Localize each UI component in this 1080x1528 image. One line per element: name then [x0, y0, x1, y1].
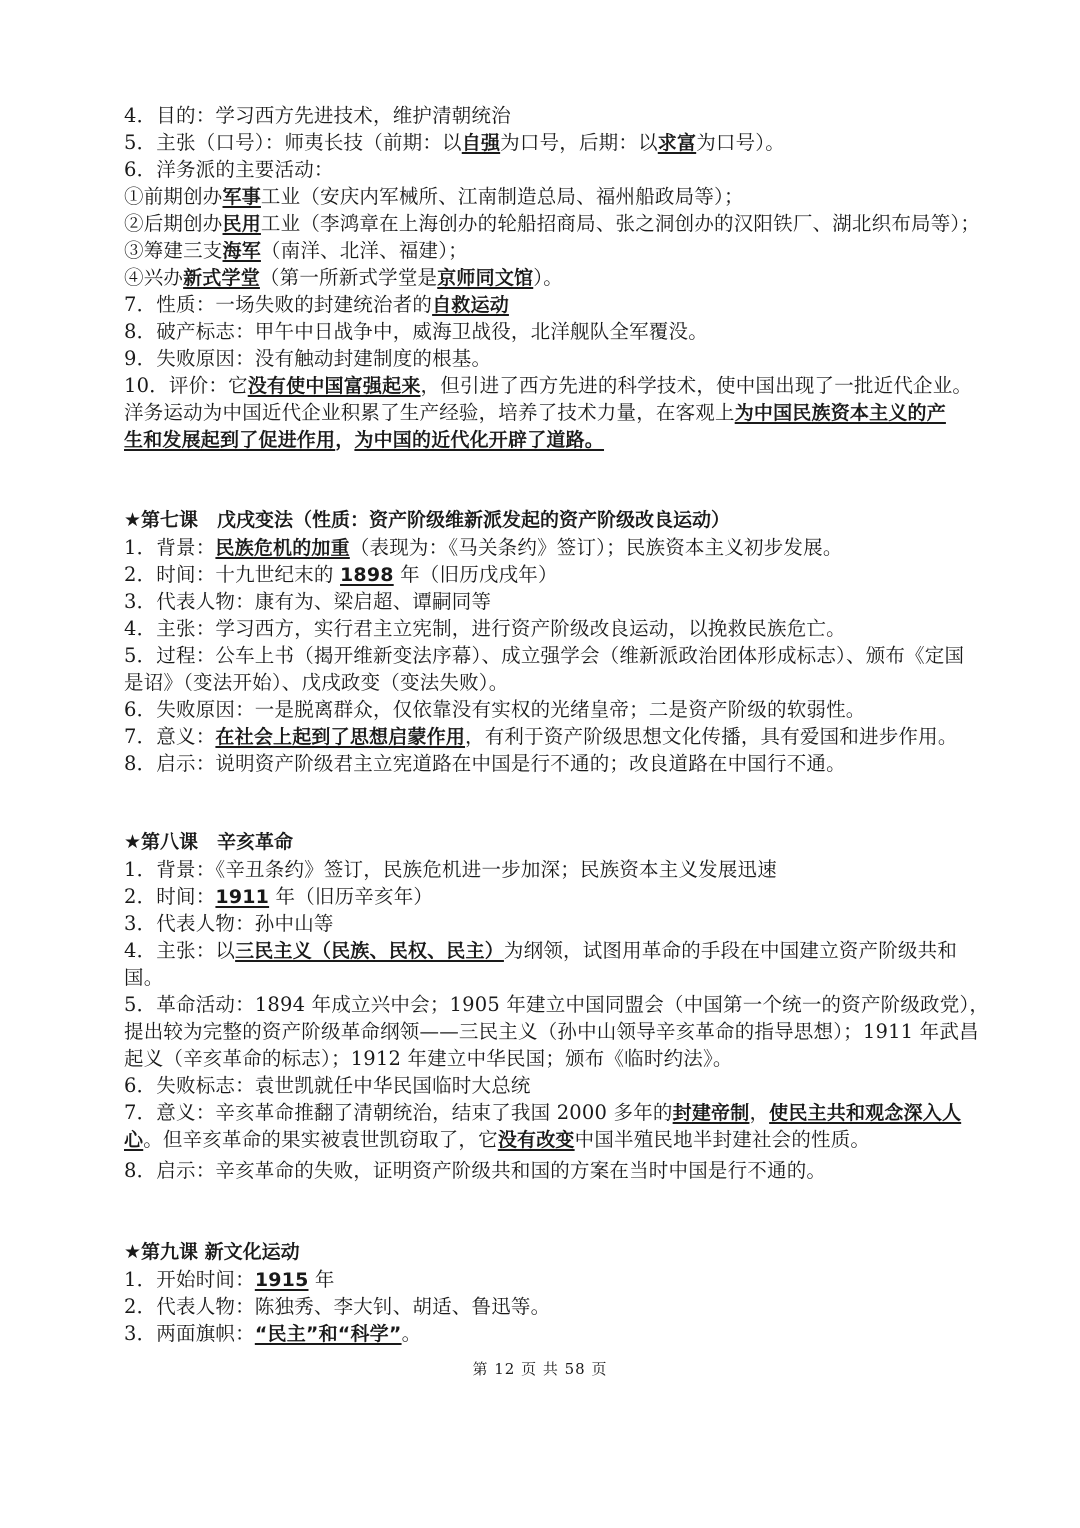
key-term: 民用 [222, 213, 261, 235]
wuxu-item-5-line-1: 5．过程：公车上书（揭开维新变法序幕）、成立强学会（维新派政治团体形成标志）、颁布《定国 [124, 644, 965, 667]
wuxu-item-4: 4．主张：学习西方，实行君主立宪制，进行资产阶级改良运动，以挽救民族危亡。 [124, 617, 846, 640]
key-term: 海军 [222, 240, 261, 262]
xinwenhua-item-2: 2．代表人物：陈独秀、李大钊、胡适、鲁迅等。 [124, 1295, 551, 1318]
yangwu-item-6: 6．洋务派的主要活动： [124, 158, 334, 181]
key-term: 在社会上起到了思想启蒙作用 [215, 726, 466, 748]
yangwu-activity-2: ②后期创办民用工业（李鸿章在上海创办的轮船招商局、张之洞创办的汉阳铁厂、湖北织布局等）； [124, 212, 981, 235]
key-term: 没有改变 [497, 1129, 575, 1151]
key-term: 封建帝制 [672, 1102, 750, 1124]
xinhai-item-7-line-1: 7．意义：辛亥革命推翻了清朝统治，结束了我国 2000 多年的封建帝制，使民主共和观念深入人 [124, 1101, 962, 1124]
key-term: 自强 [461, 132, 501, 154]
wuxu-item-1: 1．背景：民族危机的加重（表现为：《马关条约》签订）；民族资本主义初步发展。 [124, 536, 843, 559]
yangwu-activity-4: ④兴办新式学堂（第一所新式学堂是京师同文馆）。 [124, 266, 563, 289]
key-term: 京师同文馆 [437, 267, 534, 289]
xinhai-item-4-line-1: 4．主张：以三民主义（民族、民权、民主）为纲领，试图用革命的手段在中国建立资产阶级共和 [124, 939, 958, 962]
yangwu-activity-1: ①前期创办军事工业（安庆内军械所、江南制造总局、福州船政局等）； [124, 185, 744, 208]
key-term: 新式学堂 [183, 267, 260, 289]
xinhai-item-8: 8．启示：辛亥革命的失败，证明资产阶级共和国的方案在当时中国是行不通的。 [124, 1159, 827, 1182]
yangwu-item-8: 8．破产标志：甲午中日战争中，威海卫战役，北洋舰队全军覆没。 [124, 320, 708, 343]
key-term: “民主”和“科学” [254, 1323, 402, 1345]
key-term: 三民主义（民族、民权、民主） [235, 940, 504, 962]
wuxu-item-5-line-2: 是诏》（变法开始）、戊戌政变（变法失败）。 [124, 671, 509, 694]
page-footer: 第 12 页 共 58 页 [472, 1360, 608, 1378]
key-term: 1911 [215, 886, 270, 908]
key-term: 没有使中国富强起来 [247, 375, 421, 397]
xinhai-item-5-line-3: 起义（辛亥革命的标志）；1912 年建立中华民国；颁布《临时约法》。 [124, 1047, 733, 1070]
key-term: 为中国民族资本主义的产 [734, 402, 946, 424]
lesson-8-heading: ★第八课 辛亥革命 [124, 831, 294, 853]
yangwu-item-9: 9．失败原因：没有触动封建制度的根基。 [124, 347, 492, 370]
lesson-7-heading: ★第七课 戊戌变法（性质：资产阶级维新派发起的资产阶级改良运动） [124, 509, 731, 531]
key-term: 为中国的近代化开辟了道路。 [354, 429, 605, 451]
yangwu-activity-3: ③筹建三支海军（南洋、北洋、福建）； [124, 239, 468, 262]
wuxu-item-8: 8．启示：说明资产阶级君主立宪道路在中国是行不通的；改良道路在中国行不通。 [124, 752, 846, 775]
xinhai-item-6: 6．失败标志：袁世凯就任中华民国临时大总统 [124, 1074, 531, 1097]
key-term: 心 [124, 1129, 144, 1151]
yangwu-item-10-line-2: 洋务运动为中国近代企业积累了生产经验，培养了技术力量，在客观上为中国民族资本主义的产 [124, 401, 946, 424]
key-term: 1915 [254, 1269, 309, 1291]
lesson-9-heading: ★第九课 新文化运动 [124, 1241, 300, 1263]
xinhai-item-3: 3．代表人物：孙中山等 [124, 912, 334, 935]
key-term: 求富 [657, 132, 697, 154]
key-term: 1898 [340, 564, 394, 586]
xinwenhua-item-1: 1．开始时间：1915 年 [124, 1268, 335, 1291]
yangwu-item-5: 5．主张（口号）：师夷长技（前期：以自强为口号，后期：以求富为口号）。 [124, 131, 785, 154]
xinhai-item-1: 1．背景：《辛丑条约》签订，民族危机进一步加深；民族资本主义发展迅速 [124, 858, 777, 881]
yangwu-item-7: 7．性质：一场失败的封建统治者的自救运动 [124, 293, 509, 316]
yangwu-item-10-line-1: 10．评价：它没有使中国富强起来，但引进了西方先进的科学技术，使中国出现了一批近代企业。 [124, 374, 973, 397]
wuxu-item-6: 6．失败原因：一是脱离群众，仅依靠没有实权的光绪皇帝；二是资产阶级的软弱性。 [124, 698, 866, 721]
xinhai-item-7-line-2: 心。但辛亥革命的果实被袁世凯窃取了，它没有改变中国半殖民地半封建社会的性质。 [124, 1128, 871, 1151]
xinhai-item-5-line-2: 提出较为完整的资产阶级革命纲领——三民主义（孙中山领导辛亥革命的指导思想）；1911 年武昌 [124, 1020, 979, 1043]
key-term: 自救运动 [432, 294, 509, 316]
wuxu-item-2: 2．时间：十九世纪末的 1898 年（旧历戊戌年） [124, 563, 558, 586]
xinhai-item-2: 2．时间：1911 年（旧历辛亥年） [124, 885, 434, 908]
key-term: 使民主共和观念深入人 [769, 1102, 962, 1124]
key-term: 生和发展起到了促进作用 [124, 429, 336, 451]
yangwu-item-4: 4．目的：学习西方先进技术，维护清朝统治 [124, 104, 511, 127]
yangwu-item-10-line-3: 生和发展起到了促进作用，为中国的近代化开辟了道路。 [124, 429, 605, 451]
key-term: 民族危机的加重 [215, 537, 350, 559]
key-term: 军事 [222, 186, 261, 208]
wuxu-item-3: 3．代表人物：康有为、梁启超、谭嗣同等 [124, 590, 492, 613]
wuxu-item-7: 7．意义：在社会上起到了思想启蒙作用，有利于资产阶级思想文化传播，具有爱国和进步作用。 [124, 725, 958, 748]
xinhai-item-5-line-1: 5．革命活动：1894 年成立兴中会；1905 年建立中国同盟会（中国第一个统一的资产阶级政党）， [124, 993, 990, 1016]
xinwenhua-item-3: 3．两面旗帜：“民主”和“科学”。 [124, 1322, 422, 1345]
xinhai-item-4-line-2: 国。 [124, 966, 164, 989]
